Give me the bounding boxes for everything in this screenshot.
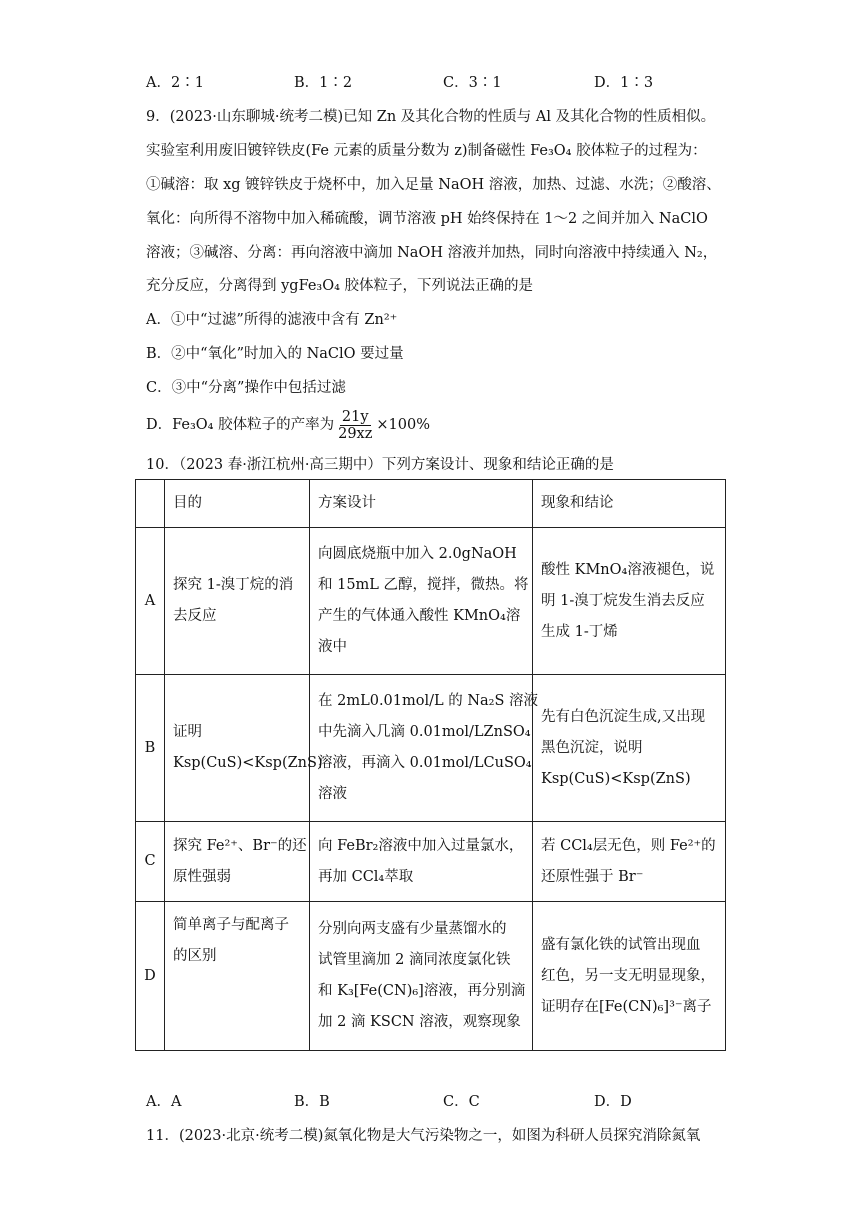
q9-option-a: A．①中“过滤”所得的滤液中含有 Zn²⁺ [146,312,398,328]
cell-line: 简单离子与配离子 [173,917,289,933]
table-row [136,822,726,902]
q8-option-c: C．3∶1 [443,75,502,91]
q8-option-b: B．1∶2 [294,75,353,91]
result-cell [533,902,726,1051]
q9-option-d-suffix: ×100% [376,417,430,433]
cell-line: 探究 Fe²⁺、Br⁻的还 [173,837,307,854]
q9-stem-line: 氧化：向所得不溶物中加入稀硫酸，调节溶液 pH 始终保持在 1～2 之间并加入 NaClO [146,211,708,227]
cell-line: 和 15mL 乙醇，搅拌，微热。将 [318,577,529,593]
result-cell [533,675,726,822]
cell-line: 分别向两支盛有少量蒸馏水的 [318,921,507,937]
cell-line: 黑色沉淀，说明 [541,739,643,756]
result-cell [533,528,726,675]
header-result: 现象和结论 [533,480,726,528]
cell-line: 去反应 [173,608,217,624]
design-cell [310,528,533,675]
cell-line: Ksp(CuS)<Ksp(ZnS) [541,770,691,787]
q11-stem: 11．(2023·北京·统考二模)氮氧化物是大气污染物之一，如图为科研人员探究消除氮氧 [146,1128,701,1144]
design-cell [310,902,533,1051]
cell-line: 还原性强于 Br⁻ [541,868,644,885]
cell-line: 若 CCl₄层无色，则 Fe²⁺的 [541,837,716,854]
cell-line: 探究 1-溴丁烷的消 [173,577,294,593]
cell-line: 酸性 KMnO₄溶液褪色，说 [541,561,715,578]
cell-line: 溶液 [318,786,347,802]
table-header-row [136,480,726,528]
fraction-numerator: 21y [341,408,369,425]
cell-line: 向圆底烧瓶中加入 2.0gNaOH [318,546,517,562]
cell-line: 明 1-溴丁烷发生消去反应 [541,592,705,609]
q9-stem-line: 溶液；③碱溶、分离：再向溶液中滴加 NaOH 溶液并加热，同时向溶液中持续通入 N₂， [146,245,718,261]
q10-option-c: C．C [443,1094,480,1110]
q10-stem: 10．（2023 春·浙江杭州·高三期中）下列方案设计、现象和结论正确的是 [146,457,614,473]
purpose-cell [165,675,323,822]
yield-fraction [336,409,374,442]
cell-line: 红色，另一支无明显现象， [541,967,715,984]
cell-line: 证明 [173,724,202,740]
cell-line: 试管里滴加 2 滴同浓度氯化铁 [318,952,511,968]
cell-line: 再加 CCl₄萃取 [318,868,414,885]
result-cell [533,822,726,902]
cell-line: 生成 1-丁烯 [541,623,618,640]
header-purpose: 目的 [165,480,310,528]
q9-stem-line: 实验室利用废旧镀锌铁皮(Fe 元素的质量分数为 z)制备磁性 Fe₃O₄ 胶体粒子的过程为： [146,143,707,159]
cell-line: 溶液，再滴入 0.01mol/LCuSO₄ [318,755,532,771]
header-design: 方案设计 [310,480,533,528]
cell-line: 中先滴入几滴 0.01mol/LZnSO₄ [318,724,531,740]
cell-line: Ksp(CuS)<Ksp(ZnS) [173,755,323,771]
row-label: B [136,675,165,822]
cell-line: 盛有氯化铁的试管出现血 [541,936,701,953]
q9-stem-line: ①碱溶：取 xg 镀锌铁皮于烧杯中，加入足量 NaOH 溶液，加热、过滤、水洗；②酸溶、 [146,177,721,193]
row-label: A [136,528,165,675]
design-cell [310,822,533,902]
header-label [136,480,165,528]
row-label: D [136,902,165,1051]
q10-option-d: D．D [594,1094,632,1110]
cell-line: 的区别 [173,948,217,964]
row-label: C [136,822,165,902]
cell-line: 先有白色沉淀生成,又出现 [541,708,706,725]
cell-line: 产生的气体通入酸性 KMnO₄溶 [318,608,521,624]
cell-line: 加 2 滴 KSCN 溶液，观察现象 [318,1014,521,1030]
cell-line: 和 K₃[Fe(CN)₆]溶液，再分别滴 [318,983,526,999]
table-row [136,902,726,1051]
q10-option-b: B．B [294,1094,330,1110]
q10-table [135,479,726,1051]
cell-line: 证明存在[Fe(CN)₆]³⁻离子 [541,998,712,1015]
q9-option-c: C．③中“分离”操作中包括过滤 [146,380,346,396]
q9-option-d [146,408,430,442]
purpose-cell [165,822,310,902]
purpose-cell [165,528,310,675]
q8-option-d: D．1∶3 [594,75,654,91]
fraction-denominator: 29xz [338,425,373,442]
cell-line: 液中 [318,639,347,655]
table-row [136,675,726,822]
q9-stem-line: 9．(2023·山东聊城·统考二模)已知 Zn 及其化合物的性质与 Al 及其化合物的性质相似。 [146,109,716,125]
cell-line: 原性强弱 [173,868,231,885]
design-cell [310,675,539,822]
q9-stem-line: 充分反应，分离得到 ygFe₃O₄ 胶体粒子，下列说法正确的是 [146,278,534,294]
q9-option-b: B．②中“氧化”时加入的 NaClO 要过量 [146,346,404,362]
table-row [136,528,726,675]
cell-line: 在 2mL0.01mol/L 的 Na₂S 溶液 [318,693,539,709]
cell-line: 向 FeBr₂溶液中加入过量氯水， [318,837,524,854]
purpose-cell [165,902,310,1051]
q10-option-a: A．A [146,1094,182,1110]
q8-option-a: A．2∶1 [146,75,204,91]
q9-option-d-prefix: D．Fe₃O₄ 胶体粒子的产率为 [146,417,335,433]
